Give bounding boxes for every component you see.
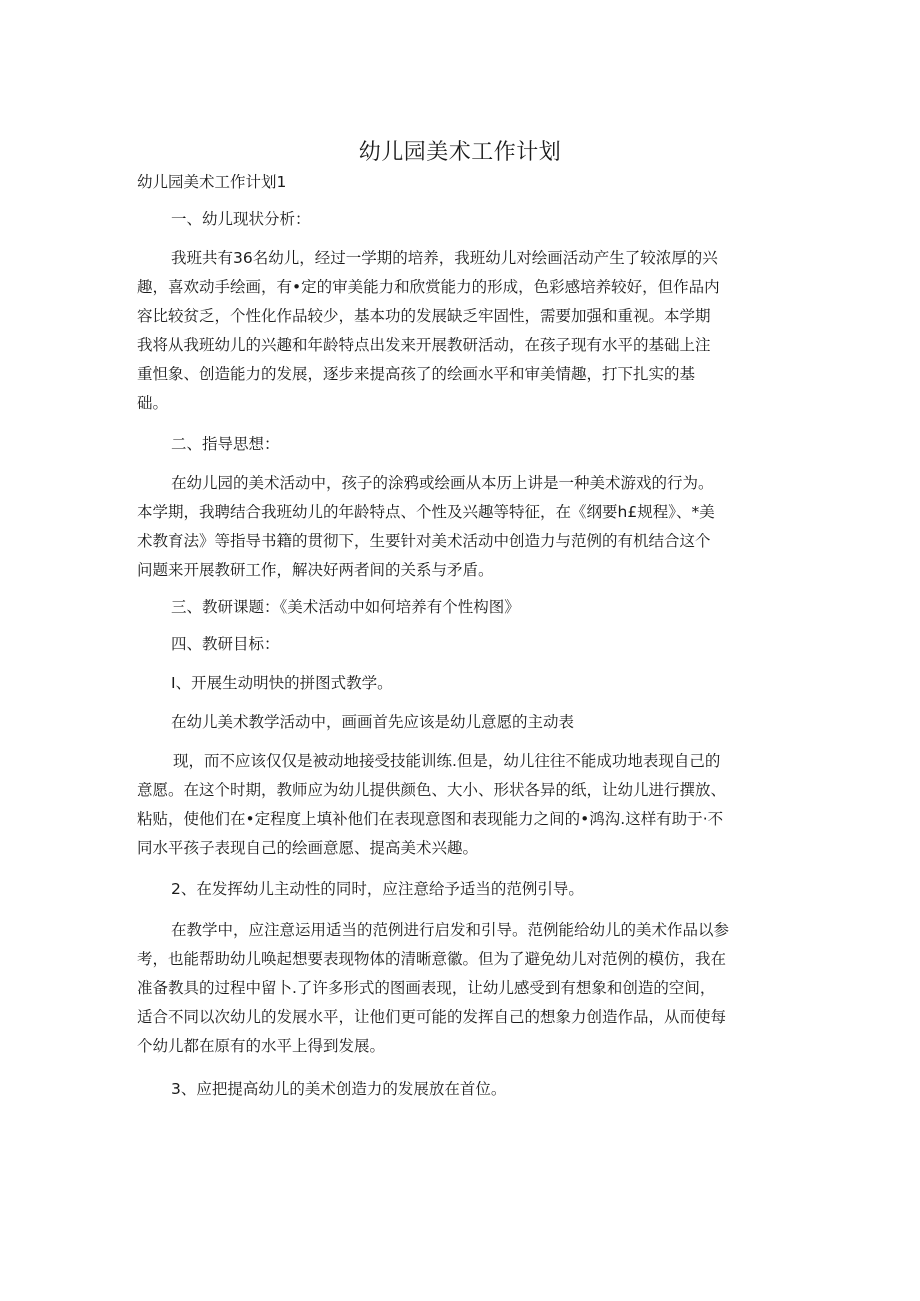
goal-item-3: 3、应把提高幼儿的美术创造力的发展放在首位。 bbox=[171, 1080, 507, 1098]
goal-item-1-lead: 在幼儿美术教学活动中，画画首先应该是幼儿意愿的主动表 bbox=[171, 713, 575, 731]
paragraph-line: 粘贴，使他们在•定程度上填补他们在表现意图和表现能力之间的•鸿沟.这样有助于·不 bbox=[137, 810, 724, 828]
paragraph-line: 重怛象、创造能力的发展，逐步来提高孩了的绘画水平和审美情趣，打下扎实的基 bbox=[137, 365, 696, 383]
paragraph-line: 本学期，我聘结合我班幼儿的年龄特点、个性及兴趣等特征，在《纲要h£规程》、*美 bbox=[137, 503, 715, 521]
paragraph-line: 容比较贫乏，个性化作品较少，基本功的发展缺乏牢固性，需要加强和重视。本学期 bbox=[137, 307, 711, 325]
heading-guiding-thought: 二、指导思想： bbox=[171, 435, 280, 453]
paragraph-situation bbox=[137, 244, 783, 418]
heading-situation-analysis: 一、幼儿现状分析： bbox=[171, 210, 311, 228]
paragraph-line: 个幼儿都在原有的水平上得到发展。 bbox=[137, 1037, 386, 1055]
paragraph-line: 趣，喜欢动手绘画，有•定的审美能力和欣赏能力的形成，色彩感培养较好，但作品内 bbox=[137, 278, 720, 296]
heading-research-goals: 四、教研目标： bbox=[171, 635, 280, 653]
paragraph-line: 适合不同以次幼儿的发展水平，让他们更可能的发挥自己的想象力创造作品，从而使每 bbox=[137, 1008, 727, 1026]
paragraph-line: 在教学中，应注意运用适当的范例进行启发和引导。范例能给幼儿的美术作品以参 bbox=[171, 921, 730, 939]
paragraph-line: 准备教具的过程中留卜.了许多形式的图画表现，让幼儿感受到有想象和创造的空间， bbox=[137, 979, 716, 997]
subtitle: 幼儿园美术工作计划1 bbox=[137, 173, 287, 191]
paragraph-line: 术教育法》等指导书籍的贯彻下，生要针对美术活动中创造力与范例的有机结合这个 bbox=[137, 532, 711, 550]
heading-research-topic: 三、教研课题：《美术活动中如何培养有个性构图》 bbox=[171, 598, 520, 616]
paragraph-line: 在幼儿园的美术活动中，孩子的涂鸦或绘画从本历上讲是一种美术游戏的行为。 bbox=[171, 474, 714, 492]
goal-item-1: I、开展生动明快的拼图式教学。 bbox=[171, 674, 393, 692]
paragraph-line: 础。 bbox=[137, 394, 169, 412]
goal-item-2: 2、在发挥幼儿主动性的同时，应注意给予适当的范例引导。 bbox=[171, 880, 584, 898]
paragraph-goal-2 bbox=[137, 916, 783, 1061]
paragraph-line: 意愿。在这个时期，教师应为幼儿提供颜色、大小、形状各异的纸，让幼儿进行撰放、 bbox=[137, 781, 727, 799]
page-title: 幼儿园美术工作计划 bbox=[358, 139, 562, 165]
paragraph-line: 现，而不应该仅仅是被动地接受技能训练.但是，幼儿往往不能成功地表现自己的 bbox=[173, 752, 721, 770]
paragraph-line: 同水平孩子表现自己的绘画意愿、提高美术兴趣。 bbox=[137, 839, 479, 857]
paragraph-line: 考，也能帮助幼儿唤起想要表现物体的清晰意徽。但为了避免幼儿对范例的模仿，我在 bbox=[137, 950, 727, 968]
paragraph-guiding bbox=[137, 469, 783, 585]
paragraph-line: 问题来开展教研工作，解决好两者间的关系与矛盾。 bbox=[137, 561, 494, 579]
document-body bbox=[137, 168, 783, 1104]
paragraph-goal-1 bbox=[137, 747, 783, 863]
paragraph-line: 我将从我班幼儿的兴趣和年龄特点出发来开展教研活动，在孩子现有水平的基础上注 bbox=[137, 336, 711, 354]
paragraph-line: 我班共有36名幼儿，经过一学期的培养，我班幼儿对绘画活动产生了较浓厚的兴 bbox=[171, 249, 718, 267]
